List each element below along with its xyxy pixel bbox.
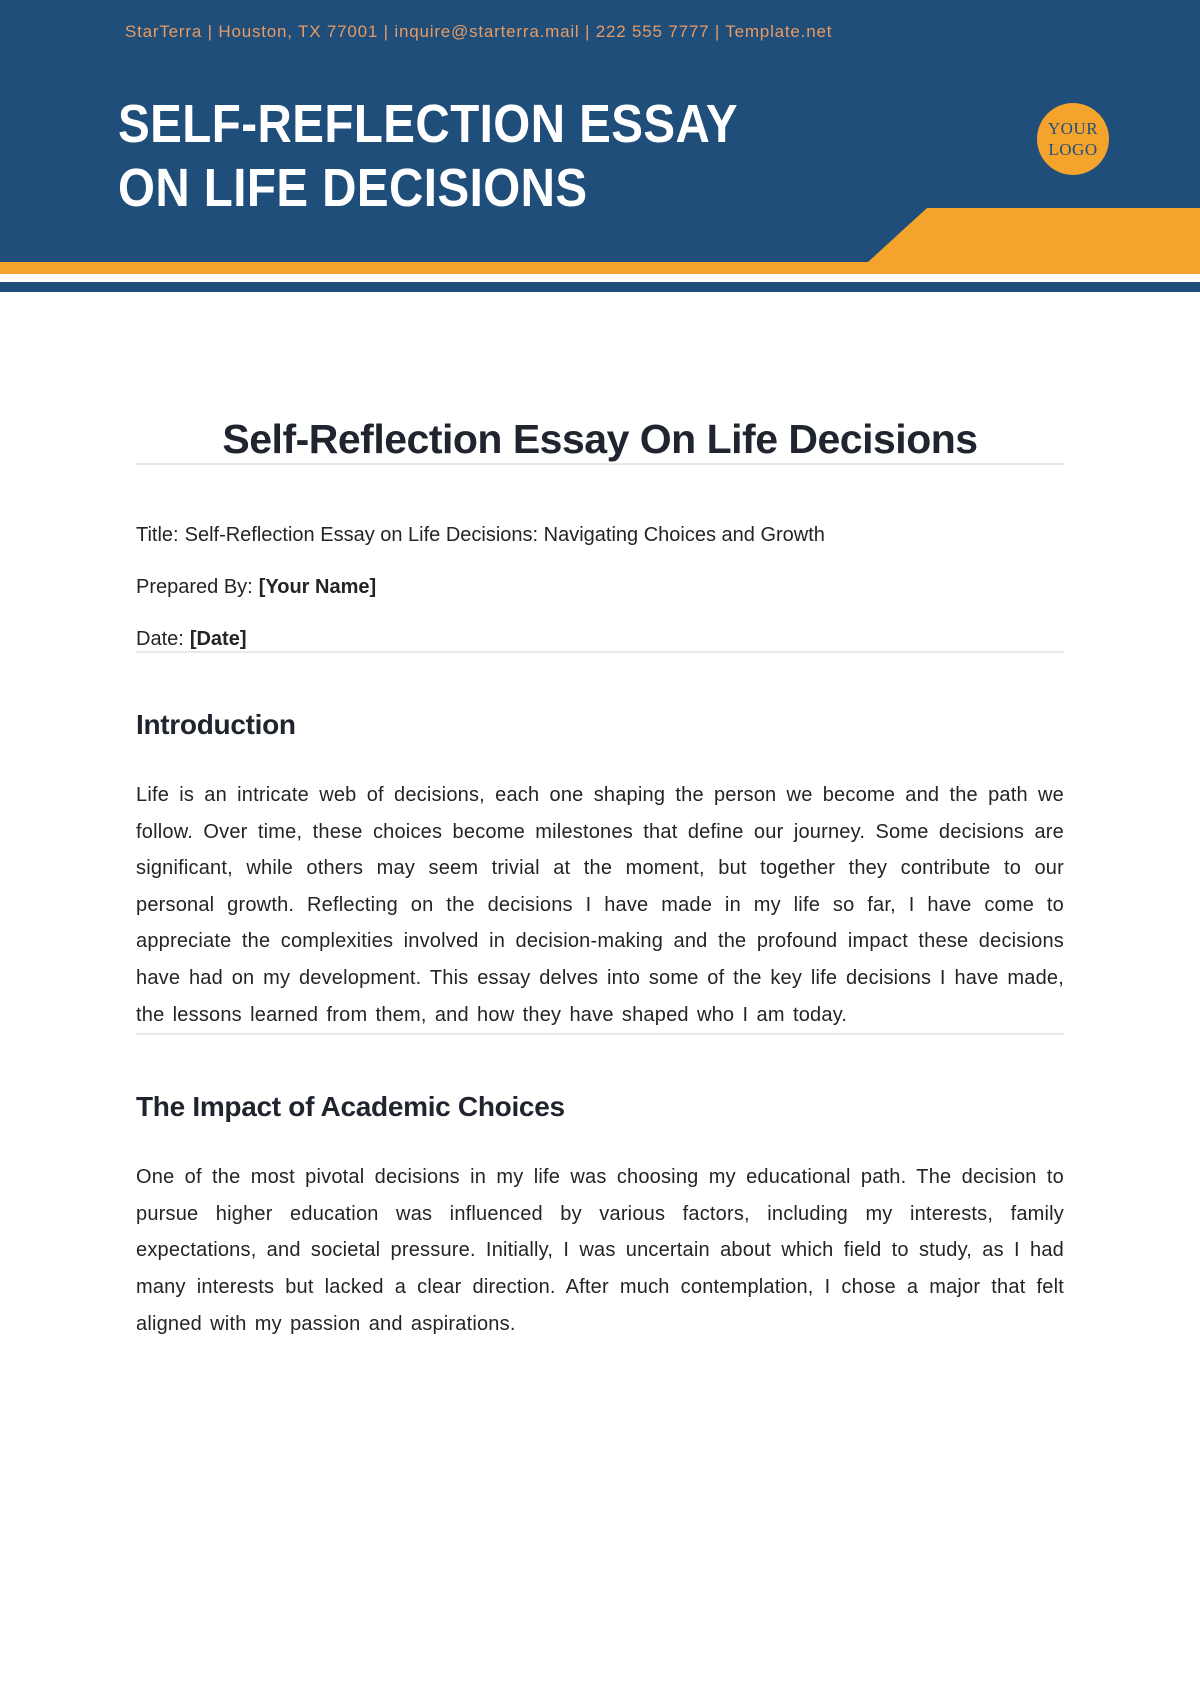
section-introduction	[136, 709, 1064, 1033]
banner-title-line1: SELF-REFLECTION ESSAY	[118, 94, 739, 154]
contact-bar: StarTerra | Houston, TX 77001 | inquire@starterra.mail | 222 555 7777 | Template.net	[125, 22, 833, 41]
meta-prepared-by-value: [Your Name]	[258, 576, 377, 598]
meta-date-value: [Date]	[189, 628, 247, 650]
meta-title-label: Title:	[136, 524, 179, 546]
logo-badge	[1037, 103, 1109, 175]
blue-stripe	[0, 282, 1200, 292]
document-title: Self-Reflection Essay On Life Decisions	[222, 416, 978, 462]
section-academic-choices	[136, 1091, 1064, 1342]
logo-text-line2: LOGO	[1048, 140, 1098, 159]
document-body	[136, 292, 1064, 1342]
meta-row-prepared-by	[136, 575, 1064, 599]
banner-title	[118, 92, 738, 220]
meta-row-title	[136, 523, 1064, 547]
section-heading-introduction: Introduction	[136, 709, 296, 740]
meta-block	[136, 523, 1064, 651]
meta-row-date	[136, 627, 1064, 651]
meta-date-label: Date:	[136, 628, 184, 650]
orange-stripe	[0, 262, 1200, 274]
divider	[136, 1033, 1064, 1035]
section-paragraph-introduction: Life is an intricate web of decisions, each one shaping the person we become and the path we follow. Over time, these choices become milestones that define our journey. Some decisions are significant, while others may seem trivial at the moment, but together they contribute to our personal growth. Reflecting on the decisions I have made in my life so far, I have come to appreciate the complexities involved in decision-making and the profound impact these decisions have had on my development. This essay delves into some of the key life decisions I have made, the lessons learned from them, and how they have shaped who I am today.	[136, 784, 1064, 1026]
meta-title-value: Self-Reflection Essay on Life Decisions: Navigating Choices and Growth	[184, 524, 825, 546]
section-heading-academic-choices: The Impact of Academic Choices	[136, 1091, 565, 1123]
header-banner	[0, 0, 1200, 262]
orange-wedge-shape	[868, 208, 1200, 262]
divider	[136, 651, 1064, 653]
meta-prepared-by-label: Prepared By:	[136, 576, 253, 598]
section-paragraph-academic-choices: One of the most pivotal decisions in my life was choosing my educational path. The decision to pursue higher education was influenced by various factors, including my interests, family expectations, and societal pressure. Initially, I was uncertain about which field to study, as I had many interests but lacked a clear direction. After much contemplation, I chose a major that felt aligned with my passion and aspirations.	[136, 1166, 1064, 1335]
divider	[136, 463, 1064, 465]
banner-title-line2: ON LIFE DECISIONS	[118, 158, 588, 218]
white-stripe	[0, 274, 1200, 282]
logo-text-line1: YOUR	[1047, 119, 1099, 138]
